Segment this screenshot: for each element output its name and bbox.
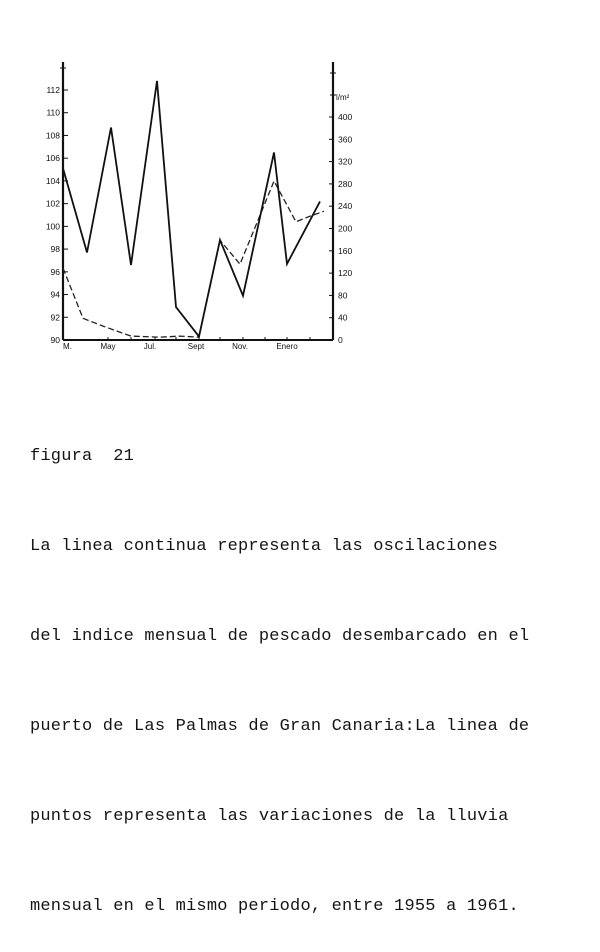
right-tick-label: 240 — [338, 201, 353, 212]
right-tick-label: 320 — [338, 156, 353, 167]
right-tick-label: 40 — [338, 312, 348, 323]
left-y-axis-ticks — [46, 85, 68, 345]
left-tick-label: 112 — [46, 85, 60, 95]
chart — [0, 0, 600, 370]
left-tick-label: 94 — [50, 289, 60, 300]
x-tick-label: Enero — [276, 342, 298, 351]
caption-line: mensual en el mismo periodo, entre 1955 a 1961. — [30, 897, 519, 916]
figure-caption — [30, 382, 600, 952]
left-tick-label: 108 — [45, 130, 60, 141]
right-axis-unit-label: l/m² — [336, 93, 350, 102]
caption-line: puerto de Las Palmas de Gran Canaria:La linea de — [30, 717, 530, 736]
x-tick-label: May — [100, 342, 116, 351]
caption-line: puntos representa las variaciones de la lluvia — [30, 807, 509, 826]
left-tick-label: 90 — [50, 335, 60, 345]
left-tick-label: 92 — [50, 312, 60, 323]
caption-line: La linea continua representa las oscilaciones — [30, 537, 499, 556]
right-tick-label: 80 — [338, 290, 348, 301]
figure-label: figura 21 — [30, 447, 135, 466]
right-tick-label: 360 — [338, 134, 353, 145]
x-tick-label: Jul. — [143, 342, 157, 351]
right-tick-label: 280 — [338, 178, 353, 189]
rainfall-dashed-line — [63, 181, 324, 337]
right-tick-label: 400 — [338, 112, 353, 122]
right-tick-label: 200 — [338, 223, 353, 234]
left-tick-label: 110 — [46, 107, 60, 118]
left-tick-label: 98 — [50, 244, 60, 255]
x-tick-label: Nov. — [232, 342, 248, 351]
x-tick-label: M. — [63, 342, 72, 351]
right-tick-label: 160 — [338, 245, 353, 256]
x-tick-label: Sept — [187, 342, 205, 351]
left-tick-label: 104 — [45, 175, 60, 186]
left-tick-label: 100 — [45, 221, 60, 232]
right-tick-label: 0 — [338, 335, 343, 345]
caption-line: del indice mensual de pescado desembarcado en el — [30, 627, 530, 646]
left-tick-label: 102 — [45, 198, 60, 209]
right-tick-label: 120 — [338, 268, 353, 279]
chart-axes — [60, 62, 336, 340]
left-tick-label: 96 — [50, 266, 60, 277]
left-tick-label: 106 — [45, 153, 60, 164]
fish-index-solid-line — [63, 81, 320, 337]
